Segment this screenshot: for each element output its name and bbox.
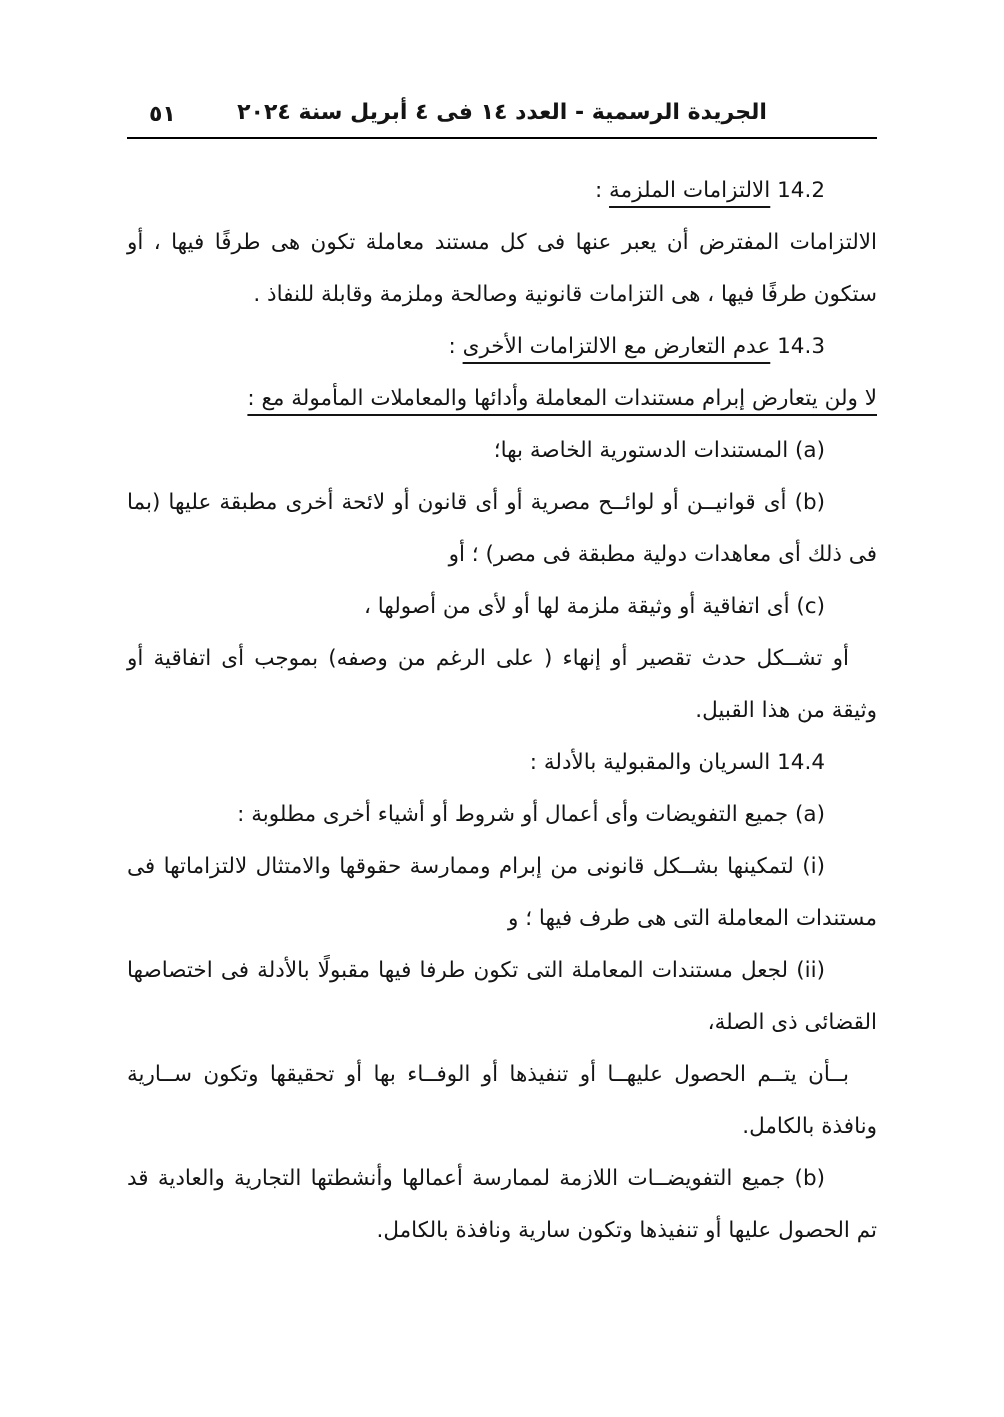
section-heading-14-2 xyxy=(127,165,877,217)
section-heading-14-4 xyxy=(127,737,877,789)
list-item-b-business-authorisations: (b) جميع التفويضــات اللازمة لممارسة أعمالها وأنشطتها التجارية والعادية قد تم الحصول عليها أو تنفيذها وتكون سارية ونافذة بالكامل. xyxy=(127,1166,877,1243)
gazette-header-title: الجريدة الرسمية - العدد ١٤ فى ٤ أبريل سنة ٢٠٢٤ xyxy=(237,100,767,125)
para-obtained-effective: بــأن يتــم الحصول عليهــا أو تنفيذها أو الوفــاء بها أو تحقيقها وتكون ســارية ونافذة بالكامل. xyxy=(127,1062,877,1139)
section-colon-14-4: : xyxy=(529,750,538,775)
list-item-b-egyptian-laws: (b) أى قوانيــن أو لوائــح مصرية أو أى قانون أو لائحة أخرى مطبقة عليها (بما فى ذلك أى معاهدات دولية مطبقة فى مصر) ؛ أو xyxy=(127,490,877,567)
section-number-14-2: 14.2 xyxy=(777,178,825,203)
section-title-14-2: الالتزامات الملزمة xyxy=(609,178,771,203)
section-colon-14-3: : xyxy=(448,334,456,359)
para-no-conflict-intro: لا ولن يتعارض إبرام مستندات المعاملة وأدائها والمعاملات المأمولة مع : xyxy=(247,386,877,411)
list-item-a-constitutional-docs: (a) المستندات الدستورية الخاصة بها؛ xyxy=(493,438,825,463)
section-colon-14-2: : xyxy=(594,178,603,203)
section-number-14-4: 14.4 xyxy=(777,750,825,775)
list-item-ii-admissible-evidence: (ii) لجعل مستندات المعاملة التى تكون طرفا فيها مقبولًا بالأدلة فى اختصاصها القضائى ذى الصلة، xyxy=(127,958,877,1035)
page-header xyxy=(127,100,877,139)
list-item-i-enable-legally: (i) لتمكينها بشــكل قانونى من إبرام وممارسة حقوقها والامتثال لالتزاماتها فى مستندات المعاملة التى هى طرف فيها ؛ و xyxy=(127,854,877,931)
list-item-c-binding-agreements: (c) أى اتفاقية أو وثيقة ملزمة لها أو لأى من أصولها ، xyxy=(363,594,825,619)
section-title-14-4: السريان والمقبولية بالأدلة xyxy=(543,750,771,775)
section-title-14-3: عدم التعارض مع الالتزامات الأخرى xyxy=(462,334,771,359)
para-binding-obligations: الالتزامات المفترض أن يعبر عنها فى كل مستند معاملة تكون هى طرفًا فيها ، أو ستكون طرفًا فيها ، هى التزامات قانونية وصالحة وملزمة وقابلة للنفاذ . xyxy=(127,230,877,307)
section-number-14-3: 14.3 xyxy=(777,334,825,359)
document-body xyxy=(127,165,877,1257)
para-default-termination: أو تشــكل حدث تقصير أو إنهاء ( على الرغم من وصفه) بموجب أى اتفاقية أو وثيقة من هذا القبيل. xyxy=(127,646,877,723)
list-item-a-authorisations: (a) جميع التفويضات وأى أعمال أو شروط أو أشياء أخرى مطلوبة : xyxy=(237,802,825,827)
section-heading-14-3 xyxy=(127,321,877,373)
page-number: ٥١ xyxy=(149,102,176,127)
